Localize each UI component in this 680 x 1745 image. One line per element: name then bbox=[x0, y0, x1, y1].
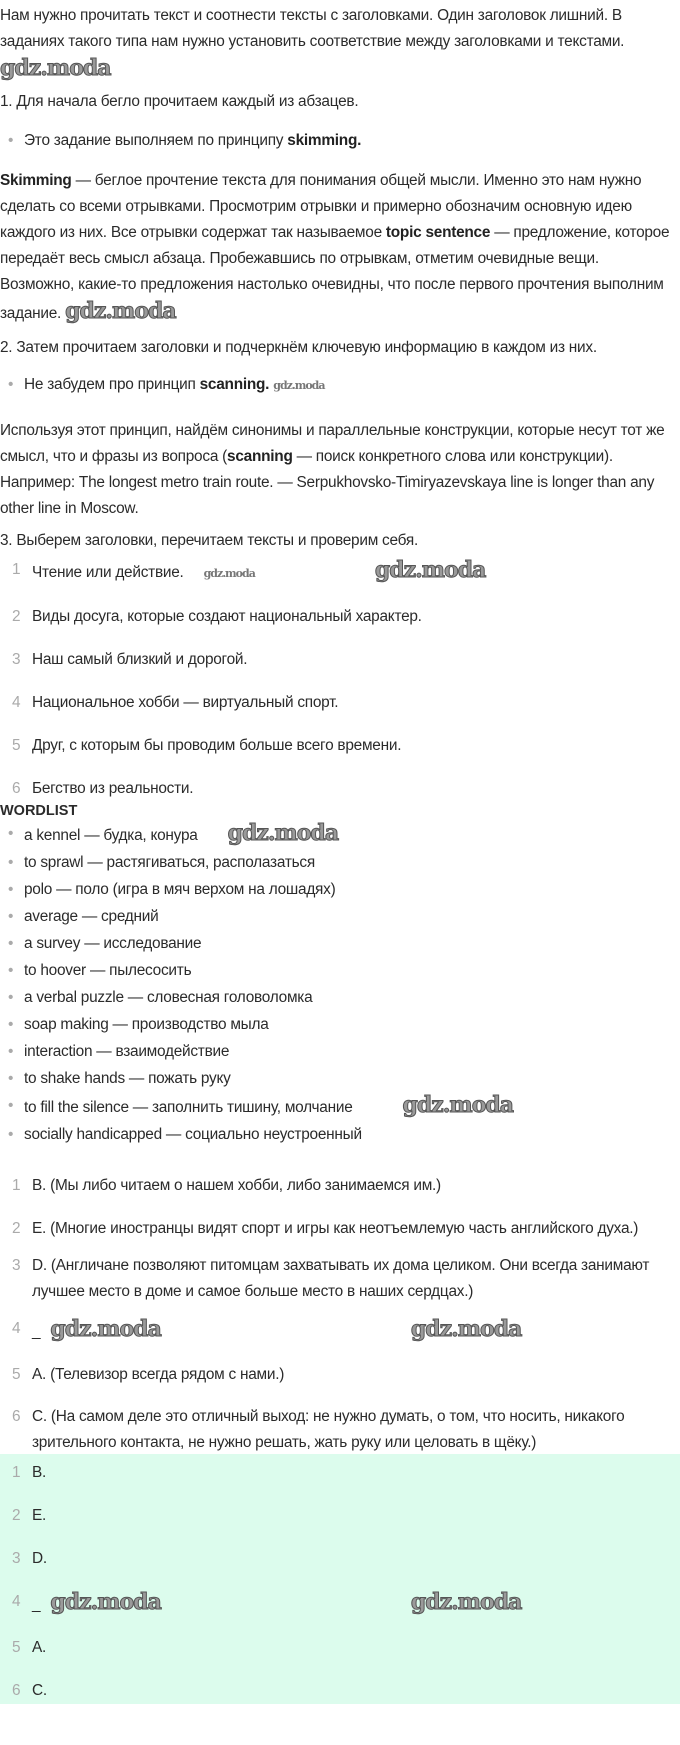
wordlist-item bbox=[0, 849, 676, 876]
answer-item bbox=[0, 1362, 676, 1388]
item-text: B. bbox=[32, 1464, 47, 1481]
wordlist-item bbox=[0, 876, 676, 903]
item-number: 6 bbox=[12, 1682, 21, 1699]
term: topic sentence bbox=[385, 224, 491, 241]
answer-item bbox=[0, 1253, 676, 1305]
item-text: Бегство из реальности. bbox=[32, 780, 194, 797]
watermark: gdz.moda bbox=[203, 567, 255, 580]
item-text: _ bbox=[32, 1323, 41, 1340]
watermark: gdz.moda bbox=[374, 557, 486, 583]
intro-paragraph bbox=[0, 3, 676, 84]
item-text: Национальное хобби — виртуальный спорт. bbox=[32, 694, 339, 711]
watermark: gdz.moda bbox=[50, 1316, 161, 1342]
item-text: a survey — исследование bbox=[24, 935, 202, 952]
answer-item bbox=[0, 1316, 676, 1345]
item-text: soap making — производство мыла bbox=[24, 1016, 269, 1033]
item-number: 2 bbox=[12, 1220, 21, 1237]
item-number: 5 bbox=[12, 1639, 21, 1656]
item-text: interaction — взаимодействие bbox=[24, 1043, 230, 1060]
scanning-paragraph bbox=[0, 418, 676, 522]
bullet-icon: • bbox=[8, 376, 14, 393]
heading-item bbox=[0, 604, 676, 630]
intro-text: Нам нужно прочитать текст и соотнести тексты с заголовками. Один заголовок лишний. В заданиях такого типа нам нужно установить соответствие между заголовками и текстами. bbox=[0, 7, 625, 50]
item-text: E. (Многие иностранцы видят спорт и игры как неотъемлемую часть английского духа.) bbox=[32, 1220, 639, 1237]
item-text: to shake hands — пожать руку bbox=[24, 1070, 231, 1087]
item-text: Чтение или действие. bbox=[32, 564, 184, 581]
watermark: gdz.moda bbox=[410, 1589, 522, 1615]
text: — беглое прочтение текста для понимания общей мысли. Именно это нам нужно сделать со всеми отрывками. Просмотрим отрывки и примерно обозначим основную идею каждого из них. Все отрывки содержат так называемое bbox=[0, 172, 642, 241]
bullet-icon: • bbox=[8, 825, 14, 842]
bullet-icon: • bbox=[8, 1126, 14, 1143]
item-number: 3 bbox=[12, 651, 21, 668]
text: — поиск конкретного слова или конструкции). Например: The longest metro train route. — Serpukhovsko-Timiryazevskaya line is longer than any other line in Moscow. bbox=[0, 448, 655, 517]
watermark: gdz.moda bbox=[410, 1316, 522, 1342]
item-text: to fill the silence — заполнить тишину, молчание bbox=[24, 1099, 353, 1116]
item-number: 3 bbox=[12, 1550, 21, 1567]
item-text: Виды досуга, которые создают национальный характер. bbox=[32, 608, 422, 625]
wordlist-item bbox=[0, 820, 676, 849]
wordlist-item bbox=[0, 903, 676, 930]
item-number: 6 bbox=[12, 1408, 21, 1425]
item-text: Друг, с которым бы проводим больше всего времени. bbox=[32, 737, 402, 754]
final-answer-item bbox=[0, 1546, 680, 1572]
text: Используя этот принцип, найдём синонимы и параллельные конструкции, которые несут тот же смысл, что и фразы из вопроса ( bbox=[0, 422, 665, 465]
step-3: 3. Выберем заголовки, перечитаем тексты и проверим себя. bbox=[0, 532, 418, 549]
bullet-icon: • bbox=[8, 854, 14, 871]
item-text: Наш самый близкий и дорогой. bbox=[32, 651, 248, 668]
item-text: C. (На самом деле это отличный выход: не нужно думать, о том, что носить, никакого зрительного контакта, не нужно решать, жать руку или целовать в щёку.) bbox=[32, 1408, 625, 1451]
bullet-icon: • bbox=[8, 1097, 14, 1114]
item-number: 1 bbox=[12, 561, 21, 578]
watermark: gdz.moda bbox=[273, 379, 325, 392]
answer-item bbox=[0, 1173, 676, 1199]
heading-item bbox=[0, 690, 676, 716]
item-text: _ bbox=[32, 1596, 41, 1613]
bullet-icon: • bbox=[8, 935, 14, 952]
item-text: socially handicapped — социально неустроенный bbox=[24, 1126, 362, 1143]
final-answers-box bbox=[0, 1454, 680, 1704]
watermark: gdz.moda bbox=[0, 55, 111, 81]
final-answer-item bbox=[0, 1503, 680, 1529]
item-number: 5 bbox=[12, 737, 21, 754]
bullet-icon: • bbox=[8, 132, 14, 149]
step-1: 1. Для начала бегло прочитаем каждый из абзацев. bbox=[0, 93, 359, 110]
item-text: A. bbox=[32, 1639, 47, 1656]
item-text: a verbal puzzle — словесная головоломка bbox=[24, 989, 313, 1006]
final-answer-item bbox=[0, 1678, 680, 1704]
item-text: C. bbox=[32, 1682, 47, 1699]
final-answer-item bbox=[0, 1589, 680, 1618]
wordlist-item bbox=[0, 957, 676, 984]
term: scanning bbox=[227, 448, 293, 465]
heading-item bbox=[0, 733, 676, 759]
bullet-icon: • bbox=[8, 962, 14, 979]
item-number: 1 bbox=[12, 1177, 21, 1194]
wordlist-item bbox=[0, 984, 676, 1011]
term: Skimming bbox=[0, 172, 72, 189]
item-number: 5 bbox=[12, 1366, 21, 1383]
item-number: 2 bbox=[12, 608, 21, 625]
heading-item bbox=[0, 647, 676, 673]
wordlist-item bbox=[0, 930, 676, 957]
item-text: average — средний bbox=[24, 908, 159, 925]
item-text: A. (Телевизор всегда рядом с нами.) bbox=[32, 1366, 285, 1383]
watermark: gdz.moda bbox=[227, 820, 339, 846]
bullet-icon: • bbox=[8, 1043, 14, 1060]
bullet-text: Не забудем про принцип bbox=[24, 376, 200, 393]
wordlist-item bbox=[0, 1092, 676, 1121]
bullet-icon: • bbox=[8, 908, 14, 925]
bullet-text: Это задание выполняем по принципу bbox=[24, 132, 288, 149]
text: — предложение, которое передаёт весь смысл абзаца. Пробежавшись по отрывкам, отметим очевидные вещи. Возможно, какие-то предложения настолько очевидны, что после первого прочтения выполним задание. bbox=[0, 224, 670, 322]
final-answers-list bbox=[0, 1460, 680, 1704]
item-text: E. bbox=[32, 1507, 47, 1524]
bullet-icon: • bbox=[8, 989, 14, 1006]
answer-item bbox=[0, 1216, 676, 1242]
wordlist-item bbox=[0, 1121, 676, 1148]
bullet-skimming bbox=[0, 128, 676, 154]
item-text: D. bbox=[32, 1550, 47, 1567]
item-text: to sprawl — растягиваться, располазаться bbox=[24, 854, 315, 871]
wordlist-item bbox=[0, 1065, 676, 1092]
headings-list bbox=[0, 557, 676, 802]
bullet-icon: • bbox=[8, 1070, 14, 1087]
watermark: gdz.moda bbox=[402, 1092, 514, 1118]
item-number: 4 bbox=[12, 1320, 21, 1337]
item-number: 4 bbox=[12, 1593, 21, 1610]
item-text: a kennel — будка, конура bbox=[24, 827, 198, 844]
item-number: 6 bbox=[12, 780, 21, 797]
bullet-icon: • bbox=[8, 1016, 14, 1033]
step-2: 2. Затем прочитаем заголовки и подчеркнём ключевую информацию в каждом из них. bbox=[0, 339, 597, 356]
watermark: gdz.moda bbox=[50, 1589, 161, 1615]
heading-item bbox=[0, 557, 676, 587]
bullet-icon: • bbox=[8, 881, 14, 898]
item-number: 4 bbox=[12, 694, 21, 711]
final-answer-item bbox=[0, 1635, 680, 1661]
wordlist-title: WORDLIST bbox=[0, 803, 78, 819]
watermark: gdz.moda bbox=[65, 298, 176, 324]
bullet-bold: skimming. bbox=[287, 132, 362, 149]
skimming-paragraph bbox=[0, 168, 676, 327]
wordlist-item bbox=[0, 1011, 676, 1038]
answer-item bbox=[0, 1404, 676, 1456]
item-text: B. (Мы либо читаем о нашем хобби, либо занимаемся им.) bbox=[32, 1177, 441, 1194]
heading-item bbox=[0, 776, 676, 802]
item-number: 3 bbox=[12, 1257, 21, 1274]
item-text: to hoover — пылесосить bbox=[24, 962, 192, 979]
wordlist-item bbox=[0, 1038, 676, 1065]
item-number: 1 bbox=[12, 1464, 21, 1481]
answers-explained-list bbox=[0, 1173, 676, 1456]
bullet-bold: scanning. bbox=[199, 376, 270, 393]
final-answer-item bbox=[0, 1460, 680, 1486]
item-number: 2 bbox=[12, 1507, 21, 1524]
item-text: D. (Англичане позволяют питомцам захватывать их дома целиком. Они всегда занимают лучшее место в доме и самое больше место в наших сердцах.) bbox=[32, 1257, 650, 1300]
item-text: polo — поло (игра в мяч верхом на лошадях) bbox=[24, 881, 336, 898]
wordlist bbox=[0, 820, 676, 1148]
bullet-scanning bbox=[0, 372, 676, 399]
